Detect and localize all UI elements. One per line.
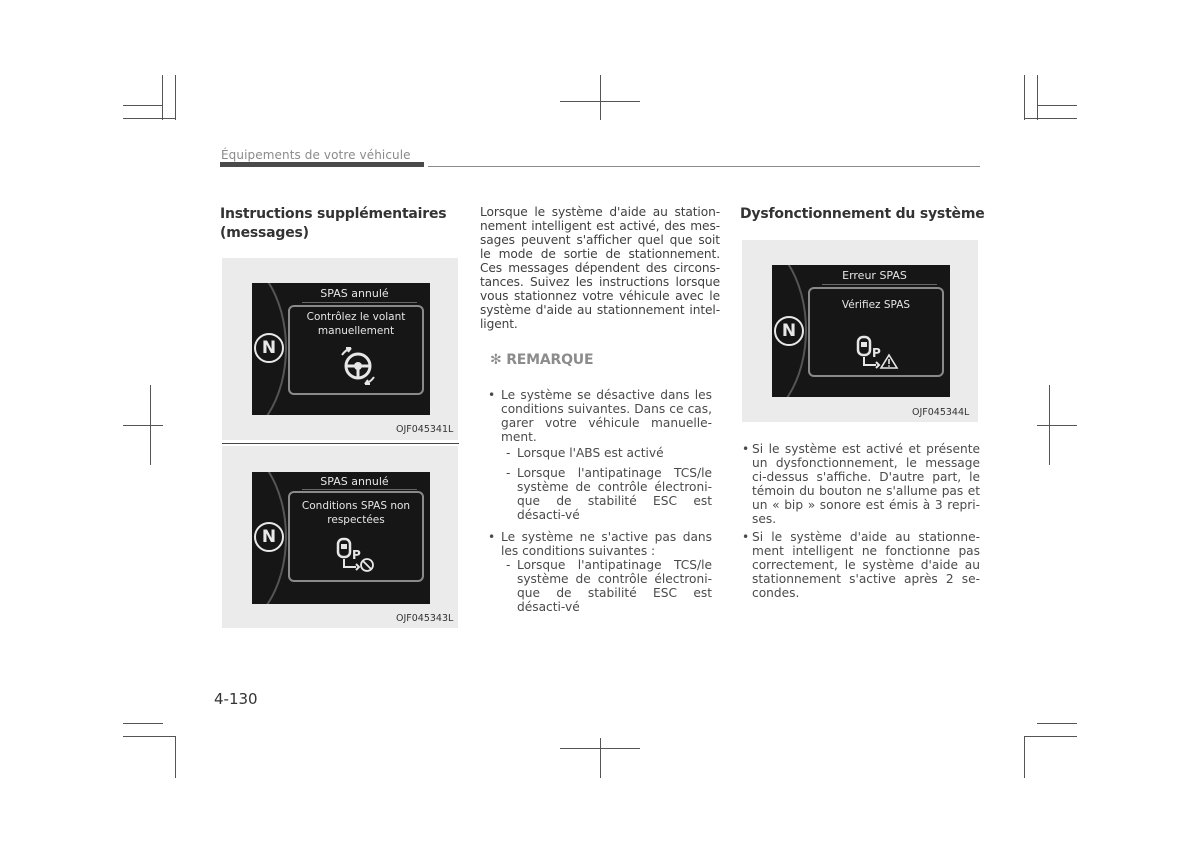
figure-code: OJF045341L bbox=[396, 424, 454, 435]
note-symbol-icon: ✻ bbox=[490, 352, 502, 368]
gear-indicator: N bbox=[774, 316, 804, 346]
display-title: Erreur SPAS bbox=[842, 269, 907, 282]
list-item: • Si le système d'aide au stationne-ment intelligent ne fonctionne pas correctement, le système d'aide au stationnement s'active après 2 se-condes. bbox=[742, 530, 980, 600]
list-item: • Si le système est activé et présente un dysfonctionnement, le message ci-dessus s'affiche. D'autre part, le témoin du bouton ne s'allume pas et un « bip » sonore est émis à 3 repri-ses. bbox=[742, 442, 980, 526]
note-bullets bbox=[488, 388, 712, 620]
message-box bbox=[288, 491, 424, 582]
message-box bbox=[288, 305, 424, 395]
display-message: Contrôlez le volant manuellement bbox=[306, 311, 406, 337]
figure-spas-conditions bbox=[222, 446, 458, 628]
gear-indicator: N bbox=[254, 333, 284, 363]
svg-text:P: P bbox=[872, 346, 881, 360]
note-heading bbox=[490, 352, 593, 368]
display-message: Vérifiez SPAS bbox=[841, 299, 911, 311]
figure-code: OJF045343L bbox=[396, 613, 454, 624]
sub-item: - Lorsque l'ABS est activé bbox=[501, 446, 712, 460]
figure-spas-error bbox=[742, 240, 978, 422]
figure-code: OJF045344L bbox=[912, 407, 970, 418]
parking-car-prohibited-icon bbox=[334, 537, 378, 573]
header-rule bbox=[428, 166, 980, 167]
figure-spas-cancelled-steer bbox=[222, 258, 458, 440]
svg-text:P: P bbox=[352, 548, 361, 562]
section-heading-malfunction: Dysfonctionnement du système bbox=[740, 206, 985, 222]
steering-wheel-icon bbox=[337, 345, 379, 387]
list-item: • Le système ne s'active pas dans les conditions suivantes : - Lorsque l'antipatinage TCS/le système de contrôle électroni-que de stabilité ESC est désacti-vé bbox=[488, 530, 712, 614]
display-title: SPAS annulé bbox=[320, 475, 389, 488]
section-header: Équipements de votre véhicule bbox=[221, 148, 411, 162]
cluster-display bbox=[252, 472, 430, 604]
intro-paragraph: Lorsque le système d'aide au station-nement intelligent est activé, des mes-sages peuvent s'afficher quel que soit le mode de sortie de stationnement. Ces messages dépendent des circons-tances. Suivez les instructions lorsque vous stationnez votre véhicule avec le système d'aide au stationnement intel-ligent. bbox=[480, 205, 720, 331]
list-item: • Le système se désactive dans les conditions suivantes. Dans ce cas, garer votre véhicule manuelle-ment. - Lorsque l'ABS est activé - Lorsque l'antipatinage TCS/le système de contrôle électroni-que de stabilité ESC est désacti-vé bbox=[488, 388, 712, 522]
cluster-display bbox=[252, 283, 430, 415]
malfunction-bullets bbox=[742, 442, 980, 606]
display-message: Conditions SPAS non respectées bbox=[301, 500, 411, 526]
header-bar bbox=[220, 162, 424, 167]
section-heading-messages: Instructions supplémentaires (messages) bbox=[220, 206, 447, 241]
note-title-text: REMARQUE bbox=[506, 352, 594, 368]
gear-indicator: N bbox=[254, 522, 284, 552]
message-box bbox=[808, 287, 944, 377]
page-number: 4-130 bbox=[214, 690, 258, 708]
sub-item: - Lorsque l'antipatinage TCS/le système de contrôle électroni-que de stabilité ESC est désacti-vé bbox=[501, 466, 712, 522]
sub-item: - Lorsque l'antipatinage TCS/le système de contrôle électroni-que de stabilité ESC est désacti-vé bbox=[501, 558, 712, 614]
display-title: SPAS annulé bbox=[320, 287, 389, 300]
parking-car-warning-icon bbox=[854, 335, 900, 371]
cluster-display bbox=[772, 265, 950, 397]
